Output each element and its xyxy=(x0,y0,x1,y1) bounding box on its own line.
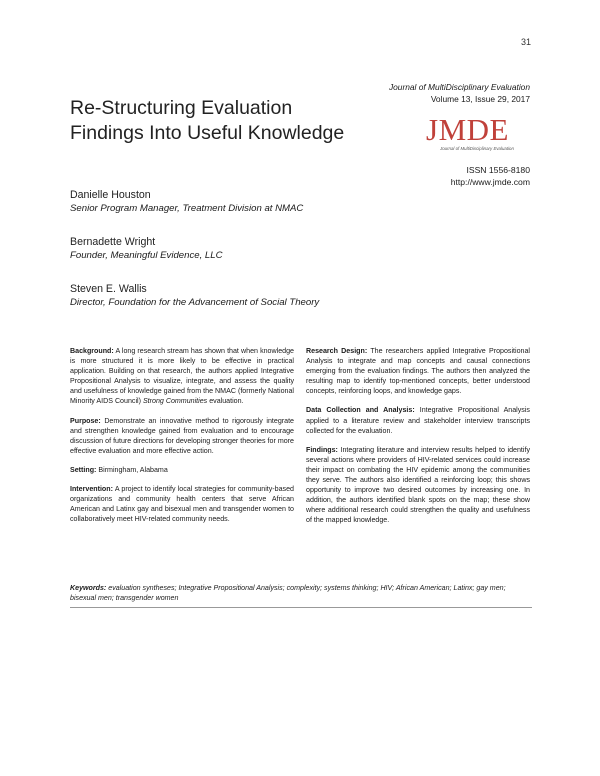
title-line-2: Findings Into Useful Knowledge xyxy=(70,122,345,144)
author-affiliation: Director, Foundation for the Advancement of Social Theory xyxy=(70,297,320,308)
purpose-text: Demonstrate an innovative method to rigorously integrate and strengthen knowledge gained from evaluation and to encourage discussion of future directions for developing stronger theories for more effective evaluation and more effective action. xyxy=(70,416,294,455)
author-affiliation: Senior Program Manager, Treatment Division at NMAC xyxy=(70,203,304,214)
abstract-background xyxy=(70,346,294,407)
background-tail: evaluation. xyxy=(209,397,244,406)
abstract-data-collection xyxy=(306,405,530,435)
page-number: 31 xyxy=(520,37,531,47)
background-label: Background: xyxy=(70,347,114,355)
intervention-text: A project to identify local strategies for community-based organizations and community health centers that serve African American and Latinx gay and bisexual men and transgender women to collaboratively meet HIV-related community needs. xyxy=(70,485,294,524)
abstract-research-design xyxy=(306,346,530,396)
journal-name: Journal of MultiDisciplinary Evaluation xyxy=(388,82,530,92)
purpose-label: Purpose: xyxy=(70,416,101,425)
journal-url: http://www.jmde.com xyxy=(450,177,530,187)
research-design-label: Research Design: xyxy=(306,347,368,355)
abstract-intervention xyxy=(70,484,294,524)
journal-info xyxy=(310,82,530,105)
keywords-text: evaluation syntheses; Integrative Propositional Analysis; complexity; systems thinking; HIV; African American; Latinx; gay men; bisexual men; transgender women xyxy=(70,584,506,603)
abstract-right-column xyxy=(306,346,530,535)
setting-label: Setting: xyxy=(70,465,97,474)
author-block xyxy=(70,235,223,263)
research-design-text: The researchers applied Integrative Propositional Analysis to integrate and map concepts and causal connections emerging from the evaluation findings. The authors then analyzed the resulting map to identify top-mentioned concepts, better understood concepts, reinforcing loops, and knowledge gaps. xyxy=(306,347,530,396)
background-italic-term: Strong Communities xyxy=(142,397,208,406)
findings-text: Integrating literature and interview results helped to identify several actions where providers of HIV-related services could increase their impact on combating the HIV epidemic among the communities they serve. The authors also identified a reinforcing loop; this shows opportunity to improve two desired outcomes by increasing one. In addition, the authors identified blank spots on the map; these show where additional research could strengthen the quality and usefulness of the mapped knowledge. xyxy=(306,445,530,525)
author-block xyxy=(70,282,319,310)
author-block xyxy=(70,188,303,216)
findings-label: Findings: xyxy=(306,445,338,454)
author-name: Steven E. Wallis xyxy=(70,283,147,295)
journal-volume-issue: Volume 13, Issue 29, 2017 xyxy=(430,93,530,104)
background-text: A long research stream has shown that when knowledge is more structured it is more likely to be effective in practical application. Building on that research, the authors applied Integrative Propositional Analysis to visualize, integrate, and assess the quality and usefulness of knowledge gained from the NMAC (formerly National Minority AIDS Council) xyxy=(70,347,294,406)
intervention-label: Intervention: xyxy=(70,485,113,494)
jmde-logo xyxy=(426,114,536,154)
abstract-purpose xyxy=(70,416,294,456)
keywords-divider xyxy=(70,607,532,608)
abstract-findings xyxy=(306,445,530,526)
abstract-setting xyxy=(70,465,294,475)
logo-subtitle: Journal of MultiDisciplinary Evaluation xyxy=(440,146,514,151)
data-collection-text: Integrative Propositional Analysis applied to a literature review and stakeholder interview transcripts collected for the evaluation. xyxy=(306,406,530,435)
author-name: Danielle Houston xyxy=(70,189,151,201)
author-name: Bernadette Wright xyxy=(70,236,156,248)
setting-text: Birmingham, Alabama xyxy=(98,465,168,474)
keywords xyxy=(70,583,532,603)
keywords-label: Keywords: xyxy=(70,584,107,592)
abstract-left-column xyxy=(70,346,294,533)
issn: ISSN 1556-8180 xyxy=(466,165,530,175)
author-affiliation: Founder, Meaningful Evidence, LLC xyxy=(70,250,223,261)
logo-wordmark: JMDE xyxy=(426,112,509,147)
data-collection-label: Data Collection and Analysis: xyxy=(306,406,415,415)
title-line-1: Re-Structuring Evaluation xyxy=(70,97,293,119)
journal-identifiers xyxy=(451,164,530,188)
